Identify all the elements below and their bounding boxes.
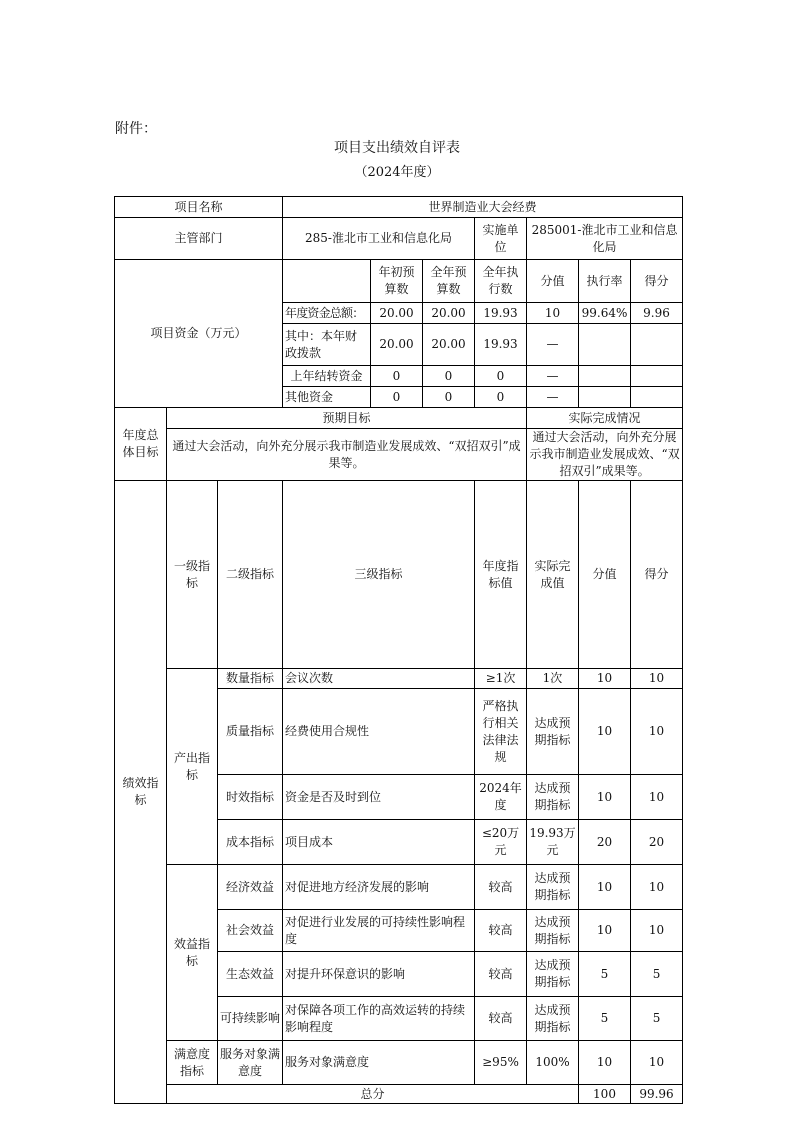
funds-header: 全年预算数	[423, 260, 475, 303]
ind-level3: 对促进地方经济发展的影响	[283, 865, 475, 910]
ind-level3: 经费使用合规性	[283, 689, 475, 775]
ind-target: 严格执行相关法律法规	[475, 689, 527, 775]
ind-header-score: 得分	[631, 481, 683, 669]
funds-header: 年初预算数	[371, 260, 423, 303]
ind-level2: 生态效益	[218, 952, 283, 997]
funds-cell: 0	[371, 387, 423, 408]
ind-actual: 100%	[527, 1041, 579, 1085]
ind-score: 10	[631, 1041, 683, 1085]
ind-level3: 资金是否及时到位	[283, 775, 475, 820]
ind-target: ≤20万元	[475, 820, 527, 865]
goals-label: 年度总体目标	[115, 408, 167, 481]
impl-value: 285001-淮北市工业和信息化局	[527, 218, 683, 260]
ind-level2: 服务对象满意度	[218, 1041, 283, 1085]
ind-header-level3: 三级指标	[283, 481, 475, 669]
funds-cell	[631, 366, 683, 387]
ind-actual: 达成预期指标	[527, 775, 579, 820]
ind-actual: 1次	[527, 669, 579, 689]
funds-cell	[579, 366, 631, 387]
ind-level3: 会议次数	[283, 669, 475, 689]
funds-header: 分值	[527, 260, 579, 303]
impl-label: 实施单位	[475, 218, 527, 260]
ind-level3: 对促进行业发展的可持续性影响程度	[283, 910, 475, 952]
ind-level1: 效益指标	[167, 865, 218, 1041]
ind-score: 10	[631, 689, 683, 775]
ind-score: 10	[631, 865, 683, 910]
funds-row-name: 年度资金总额：	[283, 303, 371, 324]
ind-level2: 质量指标	[218, 689, 283, 775]
ind-actual: 达成预期指标	[527, 689, 579, 775]
ind-level3: 对保障各项工作的高效运转的持续影响程度	[283, 997, 475, 1041]
ind-score-value: 10	[579, 1041, 631, 1085]
ind-level2: 可持续影响	[218, 997, 283, 1041]
funds-cell	[579, 387, 631, 408]
ind-target: 较高	[475, 997, 527, 1041]
funds-cell	[631, 324, 683, 366]
funds-cell: 10	[527, 303, 579, 324]
ind-target: ≥1次	[475, 669, 527, 689]
ind-score-value: 10	[579, 865, 631, 910]
ind-score: 5	[631, 997, 683, 1041]
page-title: 项目支出绩效自评表	[334, 140, 460, 156]
total-score: 99.96	[631, 1085, 683, 1104]
funds-header: 全年执行数	[475, 260, 527, 303]
report-year: （2024年度）	[354, 165, 440, 180]
ind-score: 10	[631, 775, 683, 820]
actual-goal-label: 实际完成情况	[527, 408, 683, 429]
ind-target: 较高	[475, 865, 527, 910]
ind-actual: 19.93万元	[527, 820, 579, 865]
ind-score-value: 10	[579, 689, 631, 775]
ind-level3: 服务对象满意度	[283, 1041, 475, 1085]
ind-actual: 达成预期指标	[527, 865, 579, 910]
ind-header-level1: 一级指标	[167, 481, 218, 669]
ind-header-target: 年度指标值	[475, 481, 527, 669]
funds-cell: 19.93	[475, 303, 527, 324]
ind-actual: 达成预期指标	[527, 910, 579, 952]
ind-score: 10	[631, 669, 683, 689]
funds-row-name: 上年结转资金	[283, 366, 371, 387]
ind-score: 10	[631, 910, 683, 952]
ind-level2: 成本指标	[218, 820, 283, 865]
ind-header-score-value: 分值	[579, 481, 631, 669]
project-name: 世界制造业大会经费	[283, 197, 683, 218]
ind-target: ≥95%	[475, 1041, 527, 1085]
funds-cell: 20.00	[423, 303, 475, 324]
ind-target: 较高	[475, 910, 527, 952]
funds-cell: 20.00	[371, 303, 423, 324]
ind-level2: 社会效益	[218, 910, 283, 952]
expected-goal-label: 预期目标	[167, 408, 527, 429]
indicators-label: 绩效指标	[115, 481, 167, 1104]
ind-score-value: 5	[579, 952, 631, 997]
ind-level2: 时效指标	[218, 775, 283, 820]
ind-header-level2: 二级指标	[218, 481, 283, 669]
funds-cell: 19.93	[475, 324, 527, 366]
funds-cell: 99.64%	[579, 303, 631, 324]
funds-row-name: 其中：本年财政拨款	[283, 324, 371, 366]
ind-target: 较高	[475, 952, 527, 997]
funds-corner	[283, 260, 371, 303]
actual-goal-text: 通过大会活动，向外充分展示我市制造业发展成效、“双招双引”成果等。	[527, 429, 683, 481]
ind-header-actual: 实际完成值	[527, 481, 579, 669]
ind-score: 5	[631, 952, 683, 997]
funds-cell: —	[527, 366, 579, 387]
funds-cell	[579, 324, 631, 366]
ind-actual: 达成预期指标	[527, 952, 579, 997]
attachment-label: 附件：	[115, 121, 157, 137]
funds-header: 执行率	[579, 260, 631, 303]
funds-cell	[631, 387, 683, 408]
ind-level1: 产出指标	[167, 669, 218, 865]
funds-cell: 20.00	[423, 324, 475, 366]
project-name-label: 项目名称	[115, 197, 283, 218]
ind-level2: 经济效益	[218, 865, 283, 910]
expected-goal-text: 通过大会活动，向外充分展示我市制造业发展成效、“双招双引”成果等。	[167, 429, 527, 481]
funds-cell: 0	[423, 387, 475, 408]
funds-cell: 9.96	[631, 303, 683, 324]
ind-level3: 项目成本	[283, 820, 475, 865]
funds-cell: 0	[475, 366, 527, 387]
funds-cell: 0	[423, 366, 475, 387]
dept-label: 主管部门	[115, 218, 283, 260]
funds-cell: —	[527, 387, 579, 408]
ind-target: 2024年度	[475, 775, 527, 820]
ind-level1: 满意度指标	[167, 1041, 218, 1085]
ind-score-value: 20	[579, 820, 631, 865]
ind-score-value: 10	[579, 775, 631, 820]
total-label: 总分	[167, 1085, 579, 1104]
ind-actual: 达成预期指标	[527, 997, 579, 1041]
dept-value: 285-淮北市工业和信息化局	[283, 218, 475, 260]
ind-score-value: 10	[579, 669, 631, 689]
funds-cell: 20.00	[371, 324, 423, 366]
ind-level3: 对提升环保意识的影响	[283, 952, 475, 997]
total-score-value: 100	[579, 1085, 631, 1104]
performance-table	[114, 196, 683, 1104]
funds-row-name: 其他资金	[283, 387, 371, 408]
funds-header: 得分	[631, 260, 683, 303]
ind-score-value: 5	[579, 997, 631, 1041]
funds-label: 项目资金（万元）	[115, 260, 283, 408]
ind-score: 20	[631, 820, 683, 865]
funds-cell: —	[527, 324, 579, 366]
funds-cell: 0	[371, 366, 423, 387]
ind-level2: 数量指标	[218, 669, 283, 689]
funds-cell: 0	[475, 387, 527, 408]
ind-score-value: 10	[579, 910, 631, 952]
